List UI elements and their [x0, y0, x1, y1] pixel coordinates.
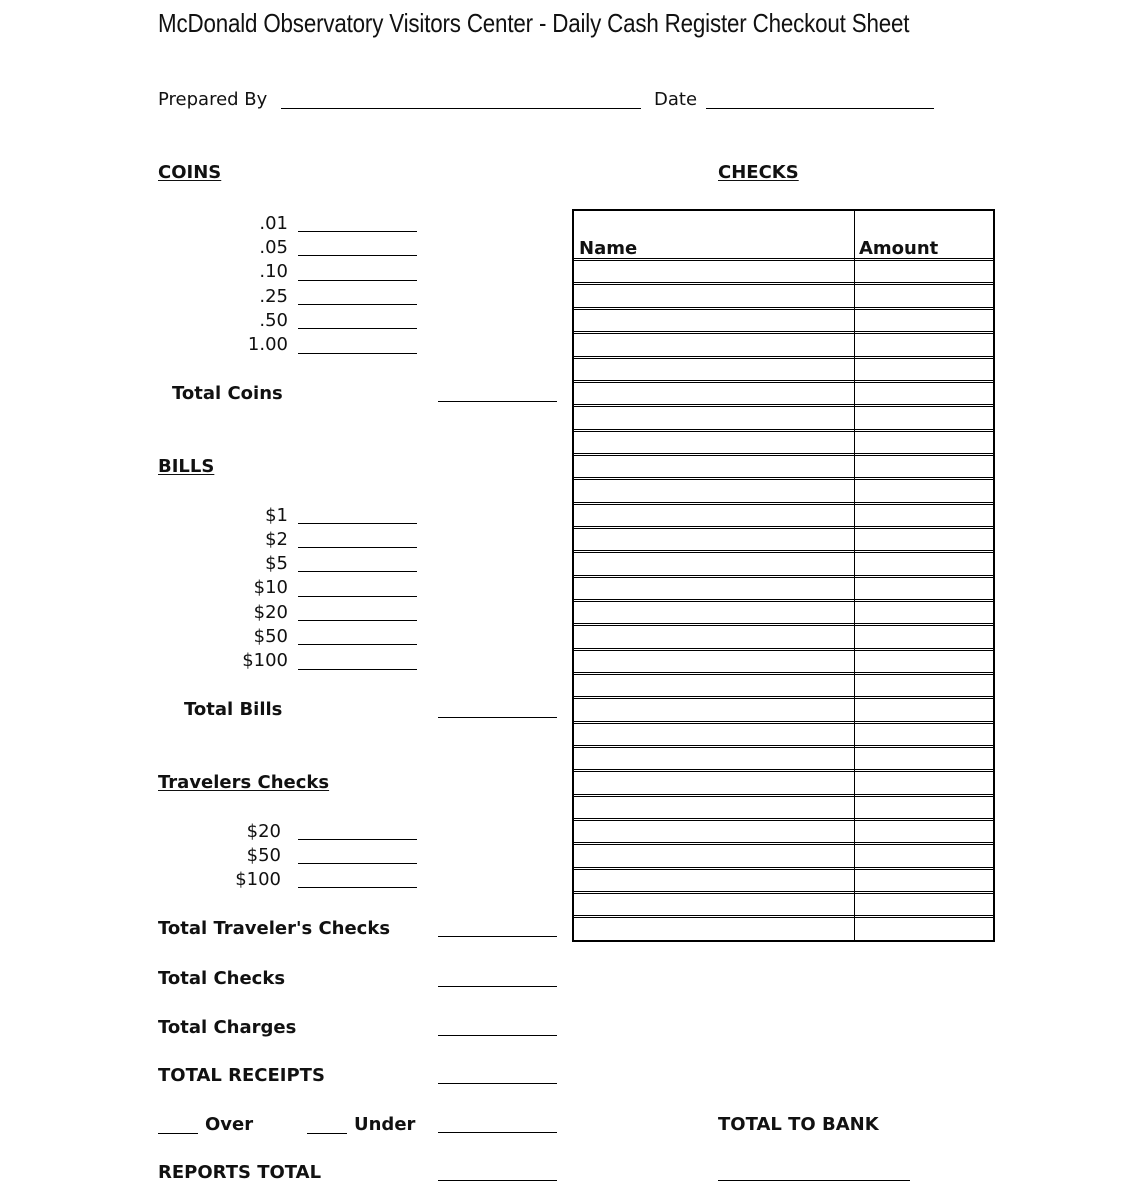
table-row[interactable]: [574, 842, 993, 843]
bill-field[interactable]: [298, 669, 417, 670]
travelers-field[interactable]: [298, 863, 417, 864]
bill-denom: $10: [253, 577, 288, 598]
table-row[interactable]: [574, 575, 993, 576]
table-row[interactable]: [574, 599, 993, 600]
coin-denom: .50: [259, 310, 288, 331]
table-row[interactable]: [574, 356, 993, 357]
coin-denom: .01: [259, 213, 288, 234]
checks-col-name: Name: [579, 238, 638, 259]
travelers-field[interactable]: [298, 839, 417, 840]
table-row[interactable]: [574, 502, 993, 503]
table-row[interactable]: [574, 331, 993, 332]
table-row[interactable]: [574, 891, 993, 892]
coin-denom: 1.00: [247, 334, 288, 355]
bill-field[interactable]: [298, 596, 417, 597]
bill-denom: $50: [253, 626, 288, 647]
bill-field[interactable]: [298, 620, 417, 621]
total-bills-field[interactable]: [438, 717, 557, 718]
travelers-field[interactable]: [298, 887, 417, 888]
coin-denom: .25: [259, 286, 288, 307]
total-checks-field[interactable]: [438, 986, 557, 987]
table-row[interactable]: [574, 696, 993, 697]
table-row[interactable]: [574, 818, 993, 819]
coin-field[interactable]: [298, 280, 417, 281]
bill-field[interactable]: [298, 644, 417, 645]
total-checks-label: Total Checks: [158, 968, 286, 989]
reports-total-field[interactable]: [438, 1180, 557, 1181]
coin-field[interactable]: [298, 304, 417, 305]
table-row[interactable]: [574, 745, 993, 746]
total-coins-label: Total Coins: [172, 383, 283, 404]
checks-heading: CHECKS: [718, 162, 799, 183]
total-charges-label: Total Charges: [158, 1017, 297, 1038]
table-row[interactable]: [574, 769, 993, 770]
bill-field[interactable]: [298, 547, 417, 548]
total-travelers-checks-label: Total Traveler's Checks: [158, 918, 391, 939]
total-travelers-checks-field[interactable]: [438, 936, 557, 937]
total-receipts-label: TOTAL RECEIPTS: [158, 1065, 325, 1086]
table-row[interactable]: [574, 477, 993, 478]
total-coins-field[interactable]: [438, 401, 557, 402]
coin-field[interactable]: [298, 255, 417, 256]
travelers-denom: $20: [246, 821, 281, 842]
reports-total-label: REPORTS TOTAL: [158, 1162, 322, 1183]
date-label: Date: [654, 89, 698, 110]
table-row[interactable]: [574, 282, 993, 283]
total-receipts-field[interactable]: [438, 1083, 557, 1084]
coin-denom: .10: [259, 261, 288, 282]
bill-denom: $100: [242, 650, 288, 671]
coins-heading: COINS: [158, 162, 222, 183]
under-field[interactable]: [307, 1133, 347, 1134]
table-row[interactable]: [574, 526, 993, 527]
prepared-by-label: Prepared By: [158, 89, 268, 110]
checks-col-amount: Amount: [859, 238, 939, 259]
under-label: Under: [354, 1114, 416, 1135]
table-row[interactable]: [574, 672, 993, 673]
travelers-checks-heading: Travelers Checks: [158, 772, 330, 793]
table-row[interactable]: [574, 623, 993, 624]
table-row[interactable]: [574, 258, 993, 259]
table-row[interactable]: [574, 429, 993, 430]
table-row[interactable]: [574, 648, 993, 649]
date-field[interactable]: [706, 108, 934, 109]
bill-denom: $1: [265, 505, 288, 526]
checks-table: [572, 209, 995, 942]
bill-denom: $2: [265, 529, 288, 550]
total-bills-label: Total Bills: [184, 699, 283, 720]
over-field[interactable]: [158, 1133, 198, 1134]
bill-denom: $20: [253, 602, 288, 623]
total-to-bank-field[interactable]: [718, 1180, 910, 1181]
coin-denom: .05: [259, 237, 288, 258]
bill-field[interactable]: [298, 523, 417, 524]
total-charges-field[interactable]: [438, 1035, 557, 1036]
table-row[interactable]: [574, 915, 993, 916]
coin-field[interactable]: [298, 353, 417, 354]
prepared-by-field[interactable]: [281, 108, 641, 109]
table-row[interactable]: [574, 453, 993, 454]
over-under-amount-field[interactable]: [438, 1132, 557, 1133]
table-row[interactable]: [574, 721, 993, 722]
bills-heading: BILLS: [158, 456, 215, 477]
total-to-bank-label: TOTAL TO BANK: [718, 1114, 879, 1135]
travelers-denom: $50: [246, 845, 281, 866]
table-row[interactable]: [574, 867, 993, 868]
table-row[interactable]: [574, 307, 993, 308]
over-label: Over: [205, 1114, 254, 1135]
page-title: McDonald Observatory Visitors Center - Daily Cash Register Checkout Sheet: [158, 8, 910, 38]
bill-field[interactable]: [298, 571, 417, 572]
table-row[interactable]: [574, 404, 993, 405]
travelers-denom: $100: [235, 869, 281, 890]
coin-field[interactable]: [298, 328, 417, 329]
table-row[interactable]: [574, 380, 993, 381]
table-row[interactable]: [574, 550, 993, 551]
table-row[interactable]: [574, 794, 993, 795]
coin-field[interactable]: [298, 231, 417, 232]
bill-denom: $5: [265, 553, 288, 574]
